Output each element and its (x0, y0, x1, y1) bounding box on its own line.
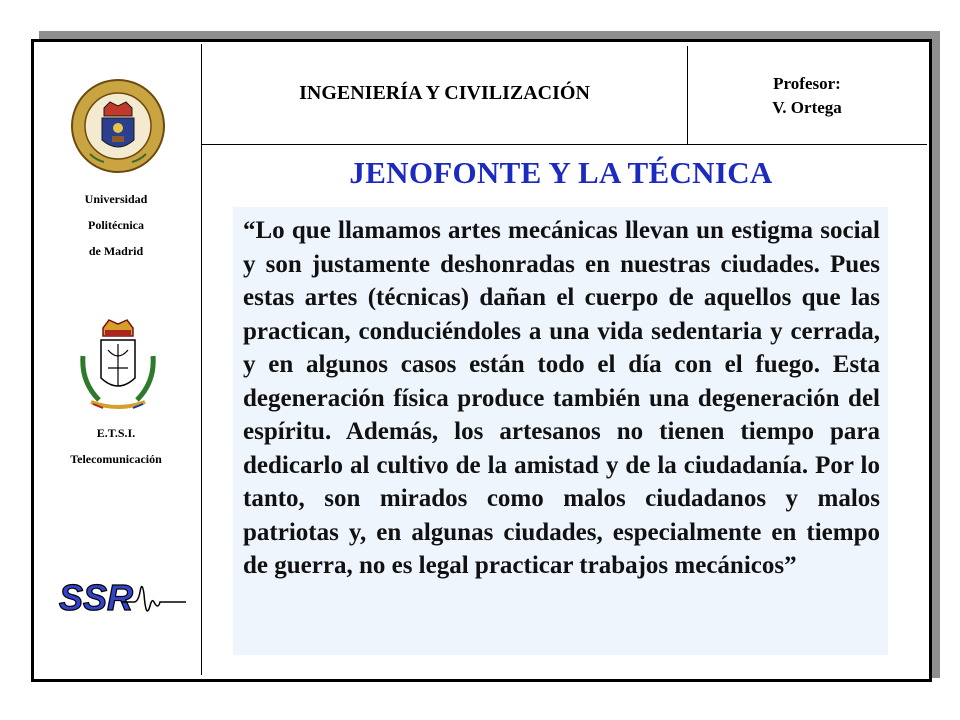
ssr-lab-logo-text: SSR (58, 577, 134, 618)
professor-label: Profesor: (773, 74, 841, 93)
school-coat-of-arms-icon (73, 316, 163, 416)
professor-block (688, 72, 926, 120)
sidebar-divider (201, 44, 202, 675)
quote-text: “Lo que llamamos artes mecánicas llevan un estigma social y son justamente deshonradas en nuestras ciudades. Pues estas artes (técnicas) dañan el cuerpo de aquellos que las practican, conduciéndoles a una vida sedentaria y cerrada, y en algunos casos están todo el día con el fuego. Esta degeneración física produce también una degeneración del espíritu. Además, los artesanos no tienen tiempo para dedicarlo al cultivo de la amistad y de la ciudadanía. Por lo tanto, son mirados como malos ciudadanos y malos patriotas y, en algunas ciudades, especialmente en tiempo de guerra, no es legal practicar trabajos mecánicos” (243, 217, 880, 579)
university-name-line-3: de Madrid (88, 244, 144, 258)
professor-name: V. Ortega (772, 98, 842, 117)
course-title: INGENIERÍA Y CIVILIZACIÓN (299, 82, 590, 104)
header-divider-bottom (201, 144, 927, 145)
school-name-line-2: Telecomunicación (70, 452, 162, 466)
slide-title: JENOFONTE Y LA TÉCNICA (349, 155, 773, 190)
ssr-lab-logo-icon (52, 574, 188, 626)
school-name-line-1: E.T.S.I. (96, 426, 136, 440)
university-name-line-1: Universidad (84, 192, 148, 206)
university-name (32, 186, 200, 264)
university-seal-icon (70, 78, 166, 174)
school-name (32, 420, 200, 472)
university-name-line-2: Politécnica (88, 218, 144, 232)
